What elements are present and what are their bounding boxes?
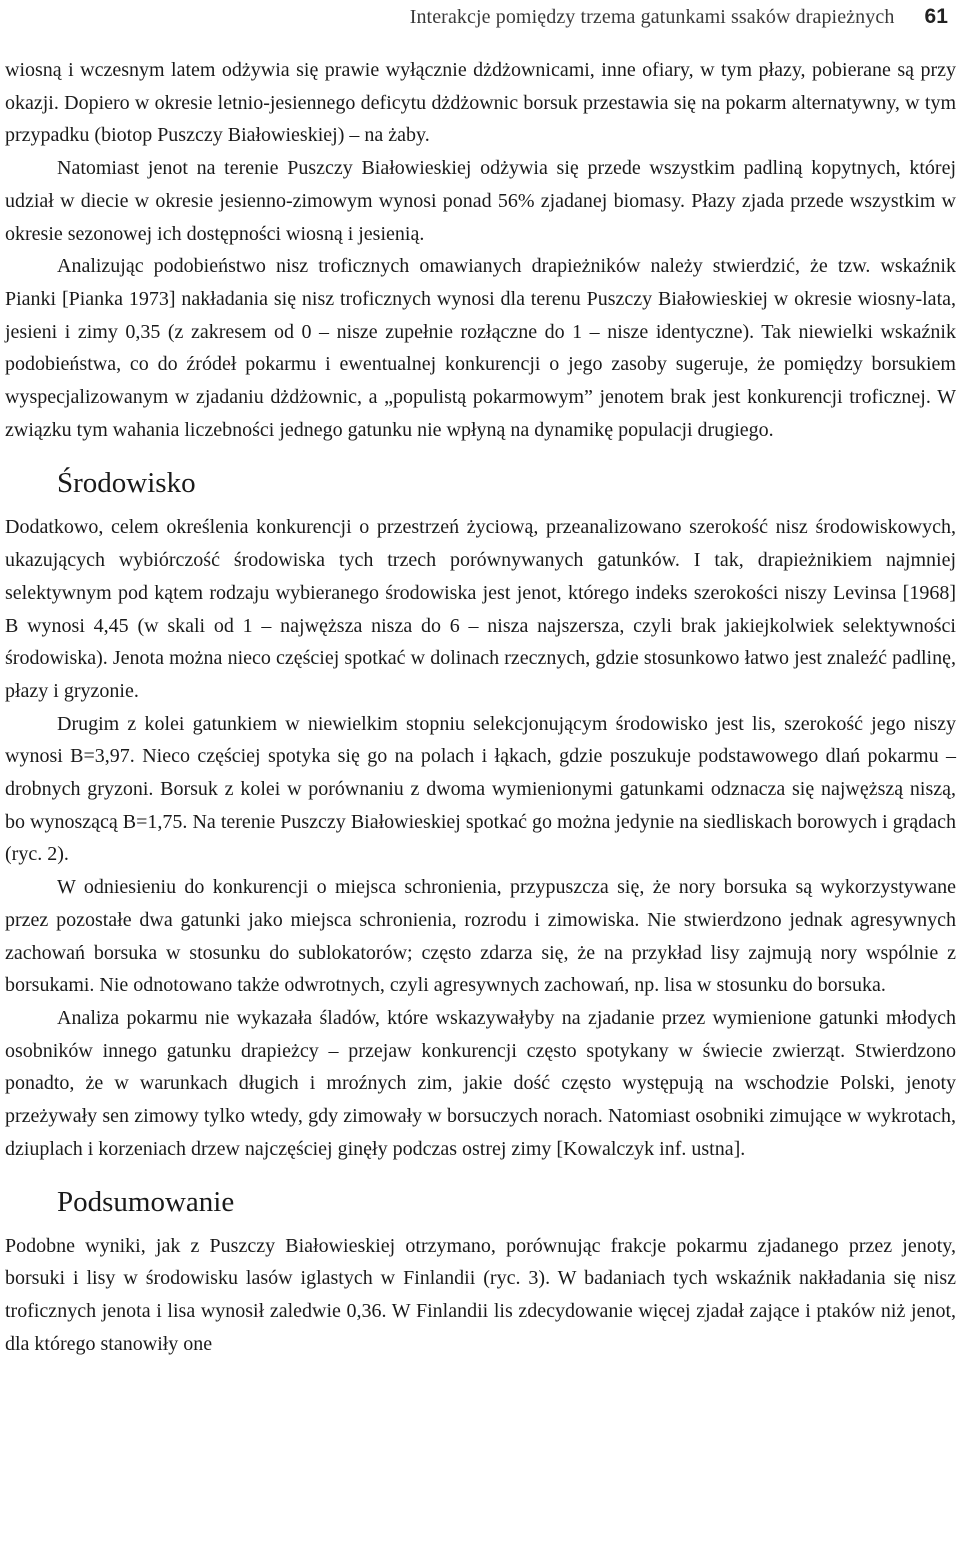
body-text bbox=[5, 54, 956, 1360]
page-number: 61 bbox=[924, 5, 948, 28]
running-header bbox=[5, 0, 956, 34]
section-heading-podsumowanie: Podsumowanie bbox=[57, 1185, 235, 1218]
paragraph: Podobne wyniki, jak z Puszczy Białowieskiej otrzymano, porównując frakcje pokarmu zjadanego przez jenoty, borsuki i lisy w środowisku lasów iglastych w Finlandii (ryc. 3). W badaniach tych wskaźnik nakładania się nisz troficznych jenota i lisa wynosił zaledwie 0,36. W Finlandii lis zdecydowanie więcej zjadał zające i ptaków niż jenot, dla którego stanowiły one bbox=[5, 1234, 956, 1355]
section-heading-srodowisko: Środowisko bbox=[57, 467, 196, 500]
paragraph: Analiza pokarmu nie wykazała śladów, które wskazywałyby na zjadanie przez wymienione gatunki młodych osobników innego gatunku drapieżcy – przejaw konkurencji często spotykany w świecie zwierząt. Stwierdzono ponadto, że w warunkach długich i mroźnych zim, jakie dość często występują na wschodzie Polski, jenoty przeżywały sen zimowy tylko wtedy, gdy zimowały w borsuczych norach. Natomiast osobniki zimujące w wykrotach, dziuplach i korzeniach drzew najczęściej ginęły podczas ostrej zimy [Kowalczyk inf. ustna]. bbox=[5, 1006, 956, 1160]
paragraph: Analizując podobieństwo nisz troficznych omawianych drapieżników należy stwierdzić, że tzw. wskaźnik Pianki [Pianka 1973] nakładania się nisz troficznych wynosi dla terenu Puszczy Białowieskiej w okresie wiosny-lata, jesieni i zimy 0,35 (z zakresem od 0 – nisze zupełnie rozłączne do 1 – nisze identyczne). Tak niewielki wskaźnik podobieństwa, co do źródeł pokarmu i ewentualnej konkurencji o jego zasoby sugeruje, że pomiędzy borsukiem wyspecjalizowanym w zjadaniu dżdżownic, a „populistą pokarmowym” jenotem brak jest konkurencji troficznej. W związku tym wahania liczebności jednego gatunku nie wpłyną na dynamikę populacji drugiego. bbox=[5, 255, 956, 441]
paragraph: Drugim z kolei gatunkiem w niewielkim stopniu selekcjonującym środowisko jest lis, szerokość jego niszy wynosi B=3,97. Nieco częściej spotyka się go na polach i łąkach, gdzie poszukuje podstawowego dlań pokarmu – drobnych gryzoni. Borsuk z kolei w porównaniu z dwoma wymienionymi gatunkami odznacza się najwęższą niszą, bo wynoszącą B=1,75. Na terenie Puszczy Białowieskiej spotkać go można jedynie na siedliskach borowych i grądach (ryc. 2). bbox=[5, 712, 956, 866]
paragraph: wiosną i wczesnym latem odżywia się prawie wyłącznie dżdżownicami, inne ofiary, w tym płazy, pobierane są przy okazji. Dopiero w okresie letnio-jesiennego deficytu dżdżownic borsuk przestawia się na pokarm alternatywny, w tym przypadku (biotop Puszczy Białowieskiej) – na żaby. bbox=[5, 59, 956, 147]
paragraph: Natomiast jenot na terenie Puszczy Białowieskiej odżywia się przede wszystkim padliną kopytnych, której udział w diecie w okresie jesienno-zimowym wynosi ponad 56% zjadanej biomasy. Płazy zjada przede wszystkim w okresie sezonowej ich dostępności wiosną i jesienią. bbox=[5, 157, 956, 245]
paragraph: Dodatkowo, celem określenia konkurencji o przestrzeń życiową, przeanalizowano szerokość nisz środowiskowych, ukazujących wybiórczość środowiska tych trzech porównywanych gatunków. I tak, drapieżnikiem najmniej selektywnym pod kątem rodzaju wybieranego środowiska jest jenot, którego indeks szerokości niszy Levinsa [1968] B wynosi 4,45 (w skali od 1 – najwęższa nisza do 6 – nisza najszersza, czyli brak jakiejkolwiek selektywności środowiska). Jenota można nieco częściej spotkać w dolinach rzecznych, gdzie stosunkowo łatwo jest znaleźć padlinę, płazy i gryzonie. bbox=[5, 516, 956, 702]
running-title: Interakcje pomiędzy trzema gatunkami ssaków drapieżnych bbox=[409, 5, 895, 28]
paragraph: W odniesieniu do konkurencji o miejsca schronienia, przypuszcza się, że nory borsuka są wykorzystywane przez pozostałe dwa gatunki jako miejsca schronienia, rozrodu i zimowiska. Nie stwierdzono jednak agresywnych zachowań borsuka w stosunku do sublokatorów; często zdarza się, że na przykład lisy zajmują nory wspólnie z borsukami. Nie odnotowano także odwrotnych, czyli agresywnych zachowań, np. lisa w stosunku do borsuka. bbox=[5, 876, 956, 997]
